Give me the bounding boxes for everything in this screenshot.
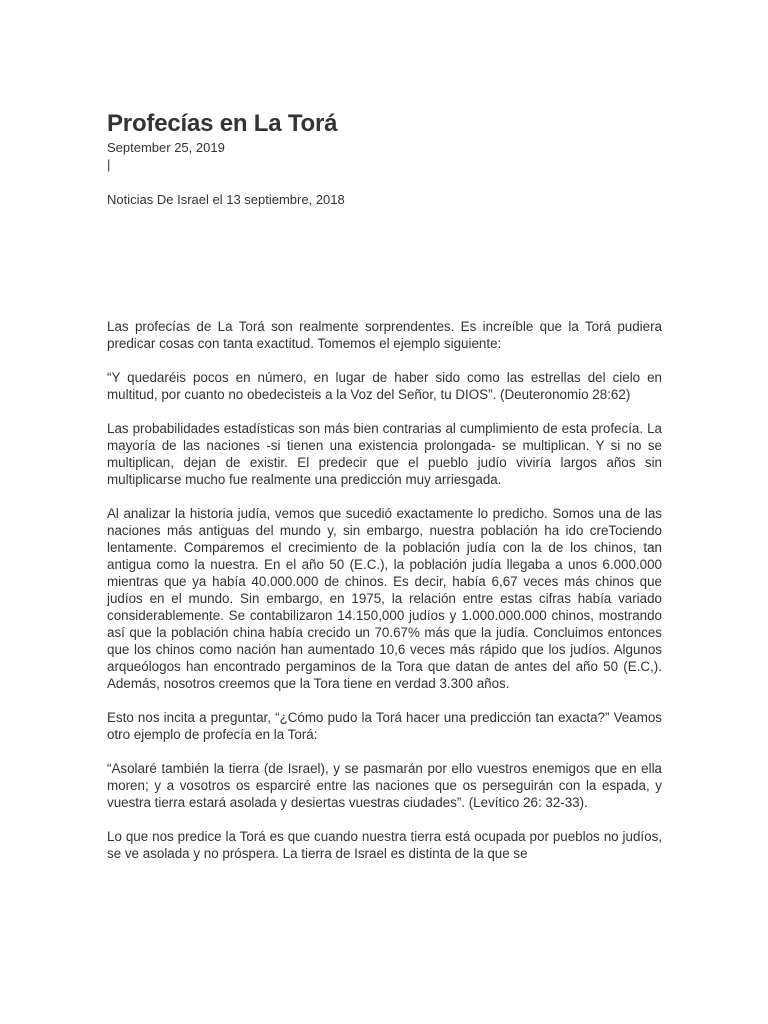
article-source: Noticias De Israel el 13 septiembre, 2018 xyxy=(107,192,345,207)
paragraph-1: Las profecías de La Torá son realmente sorprendentes. Es increíble que la Torá pudiera predicar cosas con tanta exactitud. Tomemos el ejemplo siguiente: xyxy=(107,319,662,351)
paragraph-4: Al analizar la historia judía, vemos que sucedió exactamente lo predicho. Somos una de las naciones más antiguas del mundo y, sin embargo, nuestra población ha ido creTociendo lentamente. Comparemos el crecimiento de la población judía con la de los chinos, tan antigua como la nuestra. En el año 50 (E.C.), la población judía llegaba a unos 6.000.000 mientras que ya había 40.000.000 de chinos. Es decir, había 6,67 veces más chinos que judíos en el mundo. Sin embargo, en 1975, la relación entre estas cifras había variado considerablemente. Se contabilizaron 14.150,000 judíos y 1.000.000.000 chinos, mostrando así que la población china había crecido un 70.67% más que la judía. Concluimos entonces que los chinos como nación han aumentado 10,6 veces más rápido que los judíos. Algunos arqueólogos han encontrado pergaminos de la Tora que datan de antes del año 50 (E.C,). Además, nosotros creemos que la Tora tiene en verdad 3.300 años. xyxy=(107,506,662,691)
separator: | xyxy=(107,157,111,172)
paragraph-3: Las probabilidades estadísticas son más bien contrarias al cumplimiento de esta profecía. La mayoría de las naciones -si tienen una existencia prolongada- se multiplican. Y si no se multiplican, dejan de existir. El predecir que el pueblo judío viviría largos años sin multiplicarse mucho fue realmente una predicción muy arriesgada. xyxy=(107,421,662,487)
article-title: Profecías en La Torá xyxy=(107,110,338,137)
paragraph-5: Esto nos incita a preguntar, “¿Cómo pudo la Torá hacer una predicción tan exacta?” Veamos otro ejemplo de profecía en la Torá: xyxy=(107,710,662,742)
paragraph-7: Lo que nos predice la Torá es que cuando nuestra tierra está ocupada por pueblos no judíos, se ve asolada y no próspera. La tierra de Israel es distinta de la que se xyxy=(107,829,662,861)
article-body xyxy=(107,318,662,862)
article xyxy=(107,110,662,879)
paragraph-6: “Asolaré también la tierra (de Israel), y se pasmarán por ello vuestros enemigos que en ella moren; y a vosotros os esparciré entre las naciones que os perseguirán con la espada, y vuestra tierra estará asolada y desiertas vuestras ciudades”. (Levítico 26: 32-33). xyxy=(107,761,662,810)
article-date: September 25, 2019 xyxy=(107,140,225,155)
paragraph-2: “Y quedaréis pocos en número, en lugar de haber sido como las estrellas del cielo en multitud, por cuanto no obedecisteis a la Voz del Señor, tu DIOS”. (Deuteronomio 28:62) xyxy=(107,370,662,402)
